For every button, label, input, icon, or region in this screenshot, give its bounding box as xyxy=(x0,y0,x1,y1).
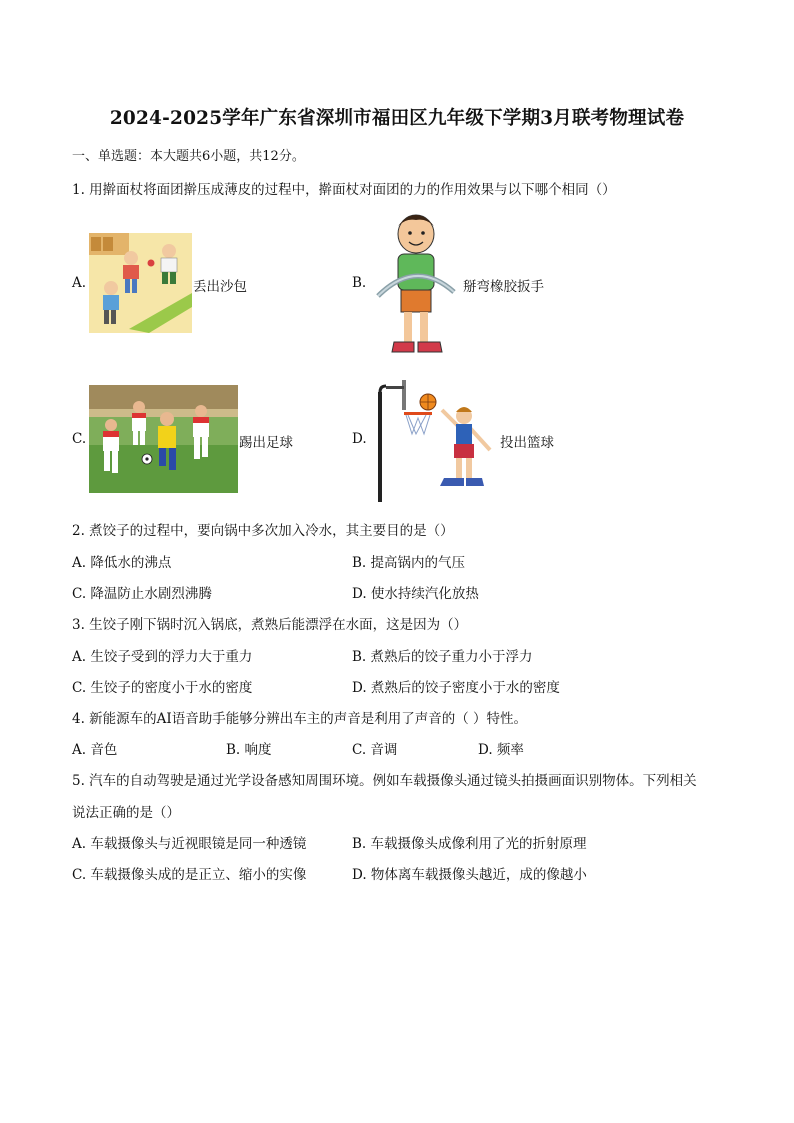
bend-rubber-picture xyxy=(370,208,462,358)
q1-option-a-letter: A. xyxy=(72,275,87,291)
soccer-kick-picture xyxy=(89,385,238,493)
q1-option-d-caption: 投出篮球 xyxy=(500,435,554,451)
q5-option-b[interactable]: B. 车载摄像头成像利用了光的折射原理 xyxy=(352,836,587,852)
q2-option-c[interactable]: C. 降温防止水剧烈沸腾 xyxy=(72,586,212,602)
q1-option-a-caption: 丢出沙包 xyxy=(193,279,247,295)
q3-option-a[interactable]: A. 生饺子受到的浮力大于重力 xyxy=(72,649,253,665)
q3-option-b[interactable]: B. 煮熟后的饺子重力小于浮力 xyxy=(352,649,533,665)
q4-option-b[interactable]: B. 响度 xyxy=(226,742,272,758)
q3-option-c[interactable]: C. 生饺子的密度小于水的密度 xyxy=(72,680,253,696)
q4-option-c[interactable]: C. 音调 xyxy=(352,742,398,758)
question-3-stem: 3. 生饺子刚下锅时沉入锅底，煮熟后能漂浮在水面，这是因为（） xyxy=(72,617,468,633)
q5-option-c[interactable]: C. 车载摄像头成的是正立、缩小的实像 xyxy=(72,867,307,883)
section-heading: 一、单选题：本大题共6小题，共12分。 xyxy=(72,149,305,164)
q5-option-d[interactable]: D. 物体离车载摄像头越近，成的像越小 xyxy=(352,867,587,883)
q1-option-c-caption: 踢出足球 xyxy=(239,435,293,451)
question-5-stem-line2: 说法正确的是（） xyxy=(72,805,180,821)
q1-option-b-letter: B. xyxy=(352,275,367,291)
q4-option-a[interactable]: A. 音色 xyxy=(72,742,118,758)
question-1-stem: 1. 用擀面杖将面团擀压成薄皮的过程中，擀面杖对面团的力的作用效果与以下哪个相同（） xyxy=(72,182,616,198)
q1-option-b-caption: 掰弯橡胶扳手 xyxy=(463,279,544,295)
q5-option-a[interactable]: A. 车载摄像头与近视眼镜是同一种透镜 xyxy=(72,836,307,852)
q4-option-d[interactable]: D. 频率 xyxy=(478,742,524,758)
exam-title: 2024-2025学年广东省深圳市福田区九年级下学期3月联考物理试卷 xyxy=(109,108,685,129)
question-5-stem-line1: 5. 汽车的自动驾驶是通过光学设备感知周围环境。例如车载摄像头通过镜头拍摄画面识别物体。下列相关 xyxy=(72,773,697,789)
q3-option-d[interactable]: D. 煮熟后的饺子密度小于水的密度 xyxy=(352,680,560,696)
q2-option-a[interactable]: A. 降低水的沸点 xyxy=(72,555,172,571)
question-4-stem: 4. 新能源车的AI语音助手能够分辨出车主的声音是利用了声音的（ ）特性。 xyxy=(72,711,528,727)
q1-option-d-letter: D. xyxy=(352,431,367,447)
basketball-shot-picture xyxy=(372,378,498,502)
q1-option-c-letter: C. xyxy=(72,431,87,447)
q2-option-b[interactable]: B. 提高锅内的气压 xyxy=(352,555,466,571)
question-2-stem: 2. 煮饺子的过程中，要向锅中多次加入冷水，其主要目的是（） xyxy=(72,523,454,539)
sandbag-throw-picture xyxy=(89,233,192,333)
q2-option-d[interactable]: D. 使水持续汽化放热 xyxy=(352,586,479,602)
